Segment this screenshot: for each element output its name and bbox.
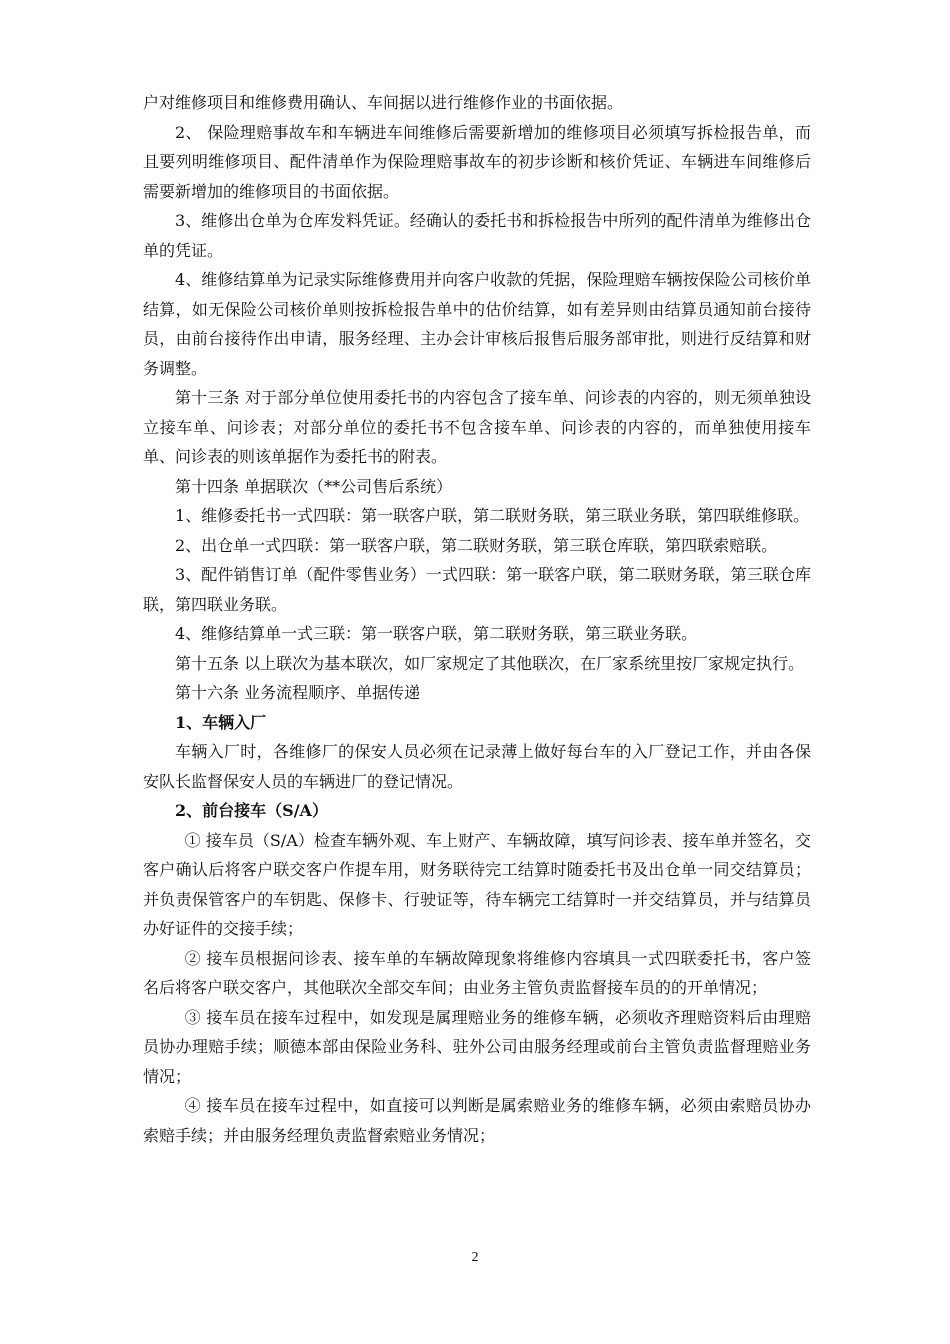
section-front-desk-heading: 2、前台接车（S/A） (175, 801, 328, 820)
page-number: 2 (471, 1250, 479, 1265)
copies-parts-sales-order: 3、配件销售订单（配件零售业务）一式四联：第一联客户联，第二联财务联，第三联仓库联，第四联业务联。 (143, 565, 811, 614)
front-desk-step-3: ③ 接车员在接车过程中，如发现是属理赔业务的维修车辆，必须收齐理赔资料后由理赔员协办理赔手续；顺德本部由保险业务科、驻外公司由服务经理或前台主管负责监督理赔业务情况； (143, 1007, 811, 1086)
copies-warehouse-out: 2、出仓单一式四联：第一联客户联，第二联财务联，第三联仓库联，第四联索赔联。 (175, 535, 778, 555)
paragraph-item-4: 4、维修结算单为记录实际维修费用并向客户收款的凭据，保险理赔车辆按保险公司核价单结算，如无保险公司核价单则按拆检报告单中的估价结算，如有差异则由结算员通知前台接待员，由前台接待作出申请，服务经理、主办会计审核后报售后服务部审批，则进行反结算和财务调整。 (143, 270, 811, 378)
article-13: 第十三条 对于部分单位使用委托书的内容包含了接车单、问诊表的内容的，则无须单独设立接车单、问诊表；对部分单位的委托书不包含接车单、问诊表的内容的，而单独使用接车单、问诊表的则该单据作为委托书的附表。 (143, 388, 811, 466)
paragraph-item-2: 2、 保险理赔事故车和车辆进车间维修后需要新增加的维修项目必须填写拆检报告单，而且要列明维修项目、配件清单作为保险理赔事故车的初步诊断和核价凭证、车辆进车间维修后需要新增加的维修项目的书面依据。 (143, 122, 811, 201)
front-desk-step-4: ④ 接车员在接车过程中，如直接可以判断是属索赔业务的维修车辆，必须由索赔员协办索赔手续；并由服务经理负责监督索赔业务情况； (143, 1096, 811, 1145)
front-desk-step-2: ② 接车员根据问诊表、接车单的车辆故障现象将维修内容填具一式四联委托书，客户签名后将客户联交客户，其他联次全部交车间；由业务主管负责监督接车员的的开单情况； (143, 948, 811, 997)
document-body (143, 88, 811, 1150)
paragraph-item-3: 3、维修出仓单为仓库发料凭证。经确认的委托书和拆检报告中所列的配件清单为维修出仓单的凭证。 (143, 211, 811, 260)
paragraph-continuation: 户对维修项目和维修费用确认、车间据以进行维修作业的书面依据。 (143, 93, 624, 112)
front-desk-step-1: ① 接车员（S/A）检查车辆外观、车上财产、车辆故障，填写问诊表、接车单并签名，交客户确认后将客户联交客户作提车用，财务联待完工结算时随委托书及出仓单一同交结算员；并负责保管客户的车钥匙、保修卡、行驶证等，待车辆完工结算时一并交结算员，并与结算员办好证件的交接手续； (143, 830, 811, 938)
article-15: 第十五条 以上联次为基本联次，如厂家规定了其他联次，在厂家系统里按厂家规定执行。 (175, 653, 805, 673)
vehicle-entry-text: 车辆入厂时，各维修厂的保安人员必须在记录薄上做好每台车的入厂登记工作，并由各保安队长监督保安人员的车辆进厂的登记情况。 (143, 742, 811, 791)
article-16-heading: 第十六条 业务流程顺序、单据传递 (175, 683, 421, 702)
article-14-heading: 第十四条 单据联次（**公司售后系统） (175, 476, 453, 496)
section-vehicle-entry-heading: 1、车辆入厂 (175, 712, 267, 732)
copies-repair-settlement: 4、维修结算单一式三联：第一联客户联，第二联财务联，第三联业务联。 (175, 624, 698, 643)
copies-repair-order: 1、维修委托书一式四联：第一联客户联，第二联财务联，第三联业务联，第四联维修联。 (175, 506, 810, 525)
